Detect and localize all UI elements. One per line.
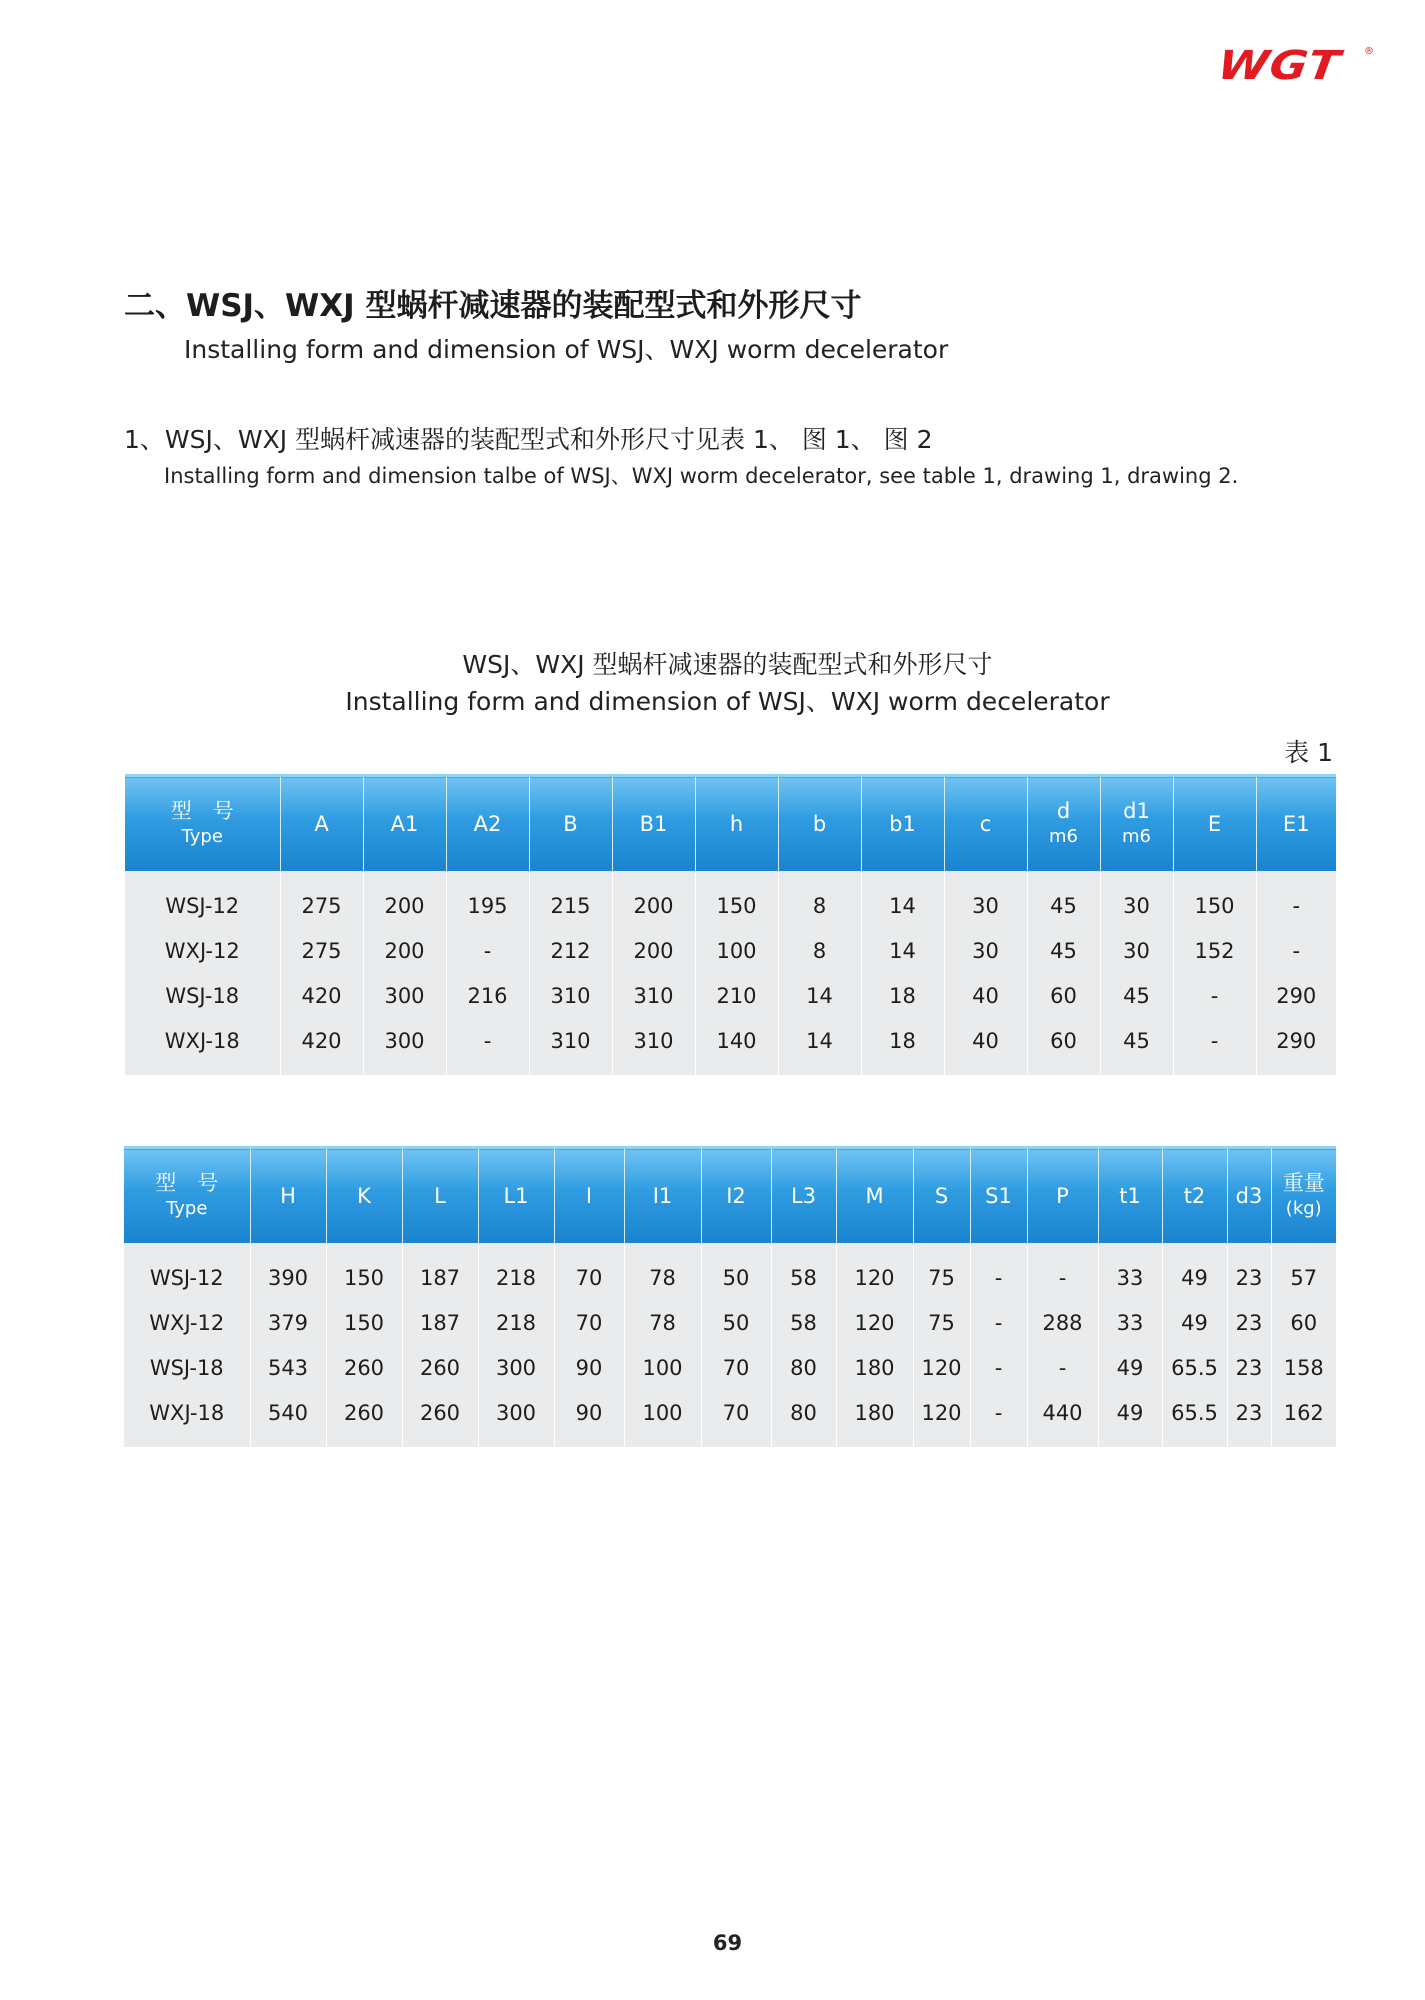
header-type-en: Type [181,826,223,847]
table-cell: 45 [1027,871,1100,928]
table-cell: 187 [402,1243,478,1300]
column-header [944,776,1027,872]
table-cell: 49 [1162,1243,1227,1300]
table-cell: 260 [326,1345,402,1390]
column-header-main: H [280,1184,296,1208]
column-header-main: K [357,1184,371,1208]
column-header [612,776,695,872]
section-title-cn: 二、WSJ、WXJ 型蜗杆减速器的装配型式和外形尺寸 [124,288,862,324]
table-cell: 49 [1098,1345,1162,1390]
table-cell: 90 [554,1345,624,1390]
type-cell: WSJ-12 [124,1243,250,1300]
table-cell: 60 [1027,1018,1100,1075]
table-cell: 440 [1027,1390,1098,1447]
table-row [124,1390,1336,1447]
table-cell: 100 [624,1390,701,1447]
table-row [124,1300,1336,1345]
column-header [1027,776,1100,872]
column-header [250,1148,326,1244]
table-row [125,973,1336,1018]
column-header-main: I1 [652,1184,673,1208]
column-header-main: t2 [1183,1184,1206,1208]
column-header-main: I [585,1184,593,1208]
table-cell: 150 [326,1243,402,1300]
table-cell: 75 [913,1300,970,1345]
table-cell: 260 [402,1345,478,1390]
column-header-main: d1 [1123,799,1150,823]
table-cell: - [970,1345,1027,1390]
table-cell: - [970,1243,1027,1300]
type-cell: WSJ-18 [125,973,280,1018]
table-cell: 45 [1100,973,1173,1018]
column-header-sub: m6 [1122,826,1151,847]
wgt-logo [1214,43,1374,89]
table-cell: 390 [250,1243,326,1300]
header-type-cn: 型 号 [155,1171,219,1195]
column-header-main: A2 [473,812,502,836]
table-cell: - [970,1390,1027,1447]
table-cell: 310 [612,973,695,1018]
column-header [446,776,529,872]
table-cell: 40 [944,973,1027,1018]
column-header [913,1148,970,1244]
type-cell: WXJ-12 [125,928,280,973]
table-cell: 45 [1100,1018,1173,1075]
table-row [125,871,1336,928]
column-header [1027,1148,1098,1244]
table-cell: 215 [529,871,612,928]
table-cell: 162 [1271,1390,1336,1447]
table-caption-cn: WSJ、WXJ 型蜗杆减速器的装配型式和外形尺寸 [462,650,993,679]
table-cell: 60 [1271,1300,1336,1345]
table-cell: 65.5 [1162,1390,1227,1447]
table-cell: 75 [913,1243,970,1300]
type-cell: WSJ-12 [125,871,280,928]
table-label: 表 1 [1284,738,1333,767]
table-cell: 33 [1098,1300,1162,1345]
table-cell: 49 [1098,1390,1162,1447]
table-caption-en: Installing form and dimension of WSJ、WXJ worm decelerator [345,687,1110,716]
table-cell: 14 [778,1018,861,1075]
table-cell: 216 [446,973,529,1018]
table-cell: 65.5 [1162,1345,1227,1390]
table-cell: 379 [250,1300,326,1345]
table-cell: 300 [478,1390,554,1447]
column-header [529,776,612,872]
column-header [280,776,363,872]
column-header-main: P [1056,1184,1069,1208]
column-header-main: d3 [1235,1184,1263,1208]
table-cell: 260 [326,1390,402,1447]
table-cell: 40 [944,1018,1027,1075]
table-cell: 180 [836,1345,913,1390]
table-cell: - [446,1018,529,1075]
table-cell: 8 [778,871,861,928]
table-cell: 18 [861,973,944,1018]
table-cell: 58 [771,1300,836,1345]
table-cell: 158 [1271,1345,1336,1390]
table-cell: 290 [1256,1018,1336,1075]
table-cell: 218 [478,1300,554,1345]
dimension-table-1 [125,774,1336,1075]
table-row [125,1018,1336,1075]
column-header [1227,1148,1271,1244]
table-cell: - [1256,871,1336,928]
header-type [124,1148,250,1244]
table-cell: 200 [612,928,695,973]
table-cell: 78 [624,1300,701,1345]
table-cell: - [1173,973,1256,1018]
table-cell: 50 [701,1300,771,1345]
table-cell: 70 [554,1243,624,1300]
table-cell: 30 [944,928,1027,973]
column-header [1162,1148,1227,1244]
table-cell: 8 [778,928,861,973]
column-header-main: E1 [1282,812,1310,836]
table-cell: 300 [363,973,446,1018]
table-cell: 49 [1162,1300,1227,1345]
column-header [326,1148,402,1244]
table-cell: 310 [612,1018,695,1075]
column-header-main: L [434,1184,446,1208]
column-header [1271,1148,1336,1244]
table-cell: 310 [529,1018,612,1075]
column-header [1098,1148,1162,1244]
column-header-main: b1 [889,812,916,836]
table-cell: 187 [402,1300,478,1345]
header-type-cn: 型 号 [170,799,234,823]
table-cell: 275 [280,871,363,928]
column-header-sub: m6 [1049,826,1078,847]
table-cell: 218 [478,1243,554,1300]
table-cell: 543 [250,1345,326,1390]
section-title-en: Installing form and dimension of WSJ、WXJ worm decelerator [184,335,949,364]
column-header-main: M [865,1184,884,1208]
column-header [778,776,861,872]
type-cell: WSJ-18 [124,1345,250,1390]
table-cell: 260 [402,1390,478,1447]
table-cell: 210 [695,973,778,1018]
column-header-sub: (kg) [1285,1198,1322,1219]
table-cell: 150 [695,871,778,928]
subsection-title-cn: 1、WSJ、WXJ 型蜗杆减速器的装配型式和外形尺寸见表 1、 图 1、 图 2 [124,425,933,454]
table-cell: 310 [529,973,612,1018]
table-cell: 30 [1100,871,1173,928]
table-cell: 300 [363,1018,446,1075]
table-cell: 150 [326,1300,402,1345]
table-cell: 58 [771,1243,836,1300]
table-cell: 290 [1256,973,1336,1018]
table-cell: 80 [771,1390,836,1447]
column-header [861,776,944,872]
column-header-main: L1 [503,1184,529,1208]
table-cell: 200 [363,928,446,973]
type-cell: WXJ-18 [125,1018,280,1075]
column-header-main: B1 [639,812,668,836]
table-cell: 18 [861,1018,944,1075]
column-header-main: A [314,812,329,836]
table-cell: 70 [554,1300,624,1345]
table-cell: 23 [1227,1300,1271,1345]
table-cell: 70 [701,1345,771,1390]
table-cell: 200 [612,871,695,928]
subsection-title-en: Installing form and dimension talbe of WSJ、WXJ worm decelerator, see table 1, drawing 1, drawing 2. [164,464,1239,488]
table-row [124,1345,1336,1390]
table-cell: 150 [1173,871,1256,928]
table-cell: 30 [1100,928,1173,973]
column-header [624,1148,701,1244]
column-header [402,1148,478,1244]
table-cell: 140 [695,1018,778,1075]
table-cell: - [1027,1345,1098,1390]
table-cell: 23 [1227,1243,1271,1300]
table-cell: 420 [280,973,363,1018]
table-cell: 14 [861,871,944,928]
column-header [1100,776,1173,872]
table-cell: - [1173,1018,1256,1075]
table-cell: 120 [836,1300,913,1345]
table-cell: - [1027,1243,1098,1300]
column-header [836,1148,913,1244]
logo-text: WGT [1214,43,1344,89]
registered-mark: ® [1364,46,1374,57]
column-header [1256,776,1336,872]
table-cell: 212 [529,928,612,973]
table-cell: 275 [280,928,363,973]
table-cell: 120 [836,1243,913,1300]
column-header-main: S1 [985,1184,1012,1208]
table-cell: 50 [701,1243,771,1300]
column-header-main: S [934,1184,949,1208]
table-cell: 14 [778,973,861,1018]
table-cell: 180 [836,1390,913,1447]
column-header [478,1148,554,1244]
type-cell: WXJ-12 [124,1300,250,1345]
column-header-main: A1 [390,812,419,836]
table-cell: 45 [1027,928,1100,973]
table-cell: 78 [624,1243,701,1300]
table-cell: - [446,928,529,973]
column-header-main: t1 [1119,1184,1141,1208]
column-header-main: h [729,812,744,836]
table-cell: 23 [1227,1390,1271,1447]
table-cell: 152 [1173,928,1256,973]
column-header-main: 重量 [1282,1171,1325,1195]
table-cell: 80 [771,1345,836,1390]
table-cell: - [1256,928,1336,973]
table-cell: 90 [554,1390,624,1447]
column-header-main: I2 [726,1184,746,1208]
table-cell: 100 [624,1345,701,1390]
column-header-main: b [812,812,827,836]
table-row [124,1243,1336,1300]
column-header-main: d [1056,799,1071,823]
table-cell: 195 [446,871,529,928]
column-header [970,1148,1027,1244]
table-cell: 420 [280,1018,363,1075]
column-header [363,776,446,872]
column-header [701,1148,771,1244]
table-cell: 100 [695,928,778,973]
header-type [125,776,280,872]
table-cell: 540 [250,1390,326,1447]
type-cell: WXJ-18 [124,1390,250,1447]
column-header-main: L3 [790,1184,817,1208]
table-cell: 288 [1027,1300,1098,1345]
table-row [125,928,1336,973]
dimension-table-2 [124,1146,1336,1447]
table-cell: 120 [913,1390,970,1447]
table-cell: 60 [1027,973,1100,1018]
table-cell: 57 [1271,1243,1336,1300]
table-cell: 23 [1227,1345,1271,1390]
column-header-main: E [1207,812,1222,836]
column-header [771,1148,836,1244]
table-cell: 30 [944,871,1027,928]
table-cell: 14 [861,928,944,973]
page-number: 69 [712,1931,743,1955]
table-cell: 200 [363,871,446,928]
table-cell: 300 [478,1345,554,1390]
header-type-en: Type [166,1198,208,1219]
table-cell: 70 [701,1390,771,1447]
column-header [554,1148,624,1244]
table-cell: 120 [913,1345,970,1390]
table-cell: - [970,1300,1027,1345]
column-header [695,776,778,872]
column-header-main: B [563,812,578,836]
column-header [1173,776,1256,872]
table-cell: 33 [1098,1243,1162,1300]
column-header-main: c [979,812,992,836]
